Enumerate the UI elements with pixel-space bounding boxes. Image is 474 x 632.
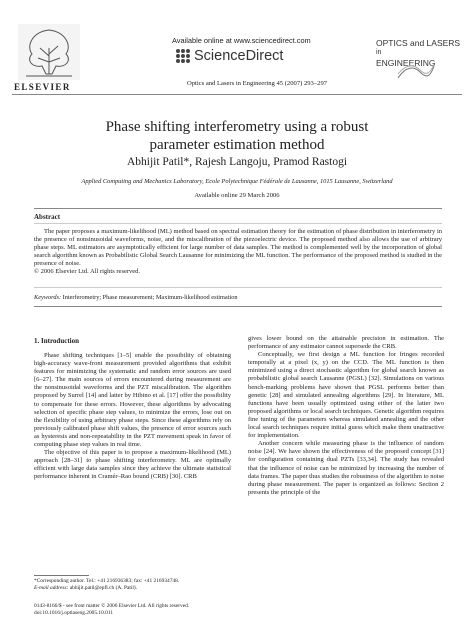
abstract-heading-divider: [34, 223, 442, 224]
email-label: E-mail address:: [34, 585, 69, 591]
sciencedirect-brand[interactable]: [176, 48, 283, 64]
right-paragraph-1: gives lower bound on the attainable precision in estimation. The performance of any estimator cannot supersede the CRB.: [248, 335, 444, 351]
issn-line: 0143-8166/$ - see front matter © 2006 Elsevier Ltd. All rights reserved.: [34, 603, 190, 609]
doi-line[interactable]: doi:10.1016/j.optlaseng.2005.10.011: [34, 610, 114, 616]
email-line: [34, 585, 231, 592]
elsevier-tree-logo: [18, 24, 80, 80]
front-matter-divider: [34, 306, 442, 307]
journal-logo-line2: in: [376, 49, 382, 56]
article-title: [40, 118, 434, 154]
title-line-1: Phase shifting interferometry using a robust: [105, 119, 369, 135]
footnote-divider: [34, 575, 89, 576]
author-affiliation: Applied Computing and Mechanics Laboratory, Ecole Polytechnique Fédérale de Lausanne, 1015 Lausanne, Switzerland: [81, 178, 393, 185]
email-address[interactable]: abhijit.patil@epfl.ch (A. Patil).: [69, 585, 137, 591]
left-paragraph-1: Phase shifting techniques [1–5] enable the possibility of obtaining high-accuracy wave-front measurement provided algorithms that exhibit features for minimizing the systematic and random error sources are used [6–27]. The main sources of errors encountered during measurement are the nonsinusoidal waveforms and the PZT miscalibration. The algorithm proposed by Surrel [14] and latter by Hibino et al. [17] offer the possibility to compensate for these errors. However, these algorithms by advocating selection of specific phase step values, to minimize the errors, lose out on the flexibility of using arbitrary phase steps. Since these algorithms rely on previously calibrated phase shift values, the presence of error sources such as hysteresis and non-repeatability in the PZT movement speak in favor of computing phase step values in real time.: [34, 352, 231, 449]
abstract-top-divider: [34, 208, 442, 209]
abstract-heading: Abstract: [34, 213, 61, 221]
journal-logo-art-icon: [396, 62, 436, 82]
journal-reference: Optics and Lasers in Engineering 45 (2007) 293–297: [186, 80, 328, 87]
keywords-line: [34, 294, 442, 301]
publisher-name: ELSEVIER: [14, 82, 71, 92]
footnote: [34, 578, 231, 592]
available-date: Available online 29 March 2006: [194, 192, 280, 199]
abstract-text: The paper proposes a maximum-likelihood (ML) method based on spectral estimation theory for the estimation of phase distribution in interferometry in the presence of nonsinusoidal waveforms, noise, and the miscalibration of the piezoelectric device. The proposed method also allows the use of arbitrary phase steps. ML estimators are asymptotically efficient for large number of data samples. The method is complemented well by the incorporation of global search algorithm known as Probabilistic Global Search Lausanne for minimizing the ML function. The performance of the proposed method is studied in the presence of noise.: [34, 228, 442, 268]
copyright-block: [34, 603, 234, 617]
abstract-copyright: © 2006 Elsevier Ltd. All rights reserved.: [34, 268, 141, 276]
journal-logo-line3: ENGINEERING: [376, 58, 436, 68]
right-column: [248, 335, 444, 497]
title-line-2: parameter estimation method: [149, 137, 325, 153]
sciencedirect-label: ScienceDirect: [194, 48, 284, 64]
sciencedirect-dots-icon: [176, 49, 190, 63]
header-divider: [12, 94, 462, 95]
keywords-label: Keywords:: [34, 294, 62, 301]
abstract-body: [34, 228, 442, 277]
abstract-bottom-divider: [34, 287, 442, 288]
available-online-text[interactable]: Available online at www.sciencedirect.com: [172, 36, 311, 45]
article-authors: Abhijit Patil*, Rajesh Langoju, Pramod Rastogi: [126, 156, 348, 168]
right-paragraph-3: Another concern while measuring phase is the influence of random noise [24]. We have shown the effectiveness of the proposed concept [31] for configuration containing dual PZTs [33,34]. The study has revealed that the influence of noise can be minimized by increasing the number of data frames. The paper thus studies the robustness of the algorithm to noise during phase measurement. The paper is organized as follows: Section 2 presents the principle of the: [248, 440, 444, 496]
left-paragraph-2: The objective of this paper is to propose a maximum-likelihood (ML) approach [28–31] to phase shifting interferometry. ML are optimally efficient with large data samples since they achieve the ultimate statistical performance inherent in Cramér–Rao bound (CRB) [30]. CRB: [34, 449, 231, 481]
keywords-list: Interferometry; Phase measurement; Maximum-likelihood estimation: [62, 294, 238, 301]
right-paragraph-2: Conceptually, we first design a ML function for fringes recorded temporally at a pixel (x, y) on the CCD. The ML function is then minimized using a direct stochastic algorithm for global search known as probabilistic global search Lausanne (PGSL) [32]. Simulations on various bench-marking problems have shown that PGSL performs better than genetic [28] and simulated annealing algorithms [29]. In literature, ML functions have been usually optimized using either of the latter two proposed algorithms or local search techniques. Genetic algorithm requires fine tuning of the parameters whereas simulated annealing and the other local search techniques require initial guess which make them unattractive for implementation.: [248, 351, 444, 440]
left-column: [34, 352, 231, 482]
journal-logo-line1: OPTICS and LASERS: [376, 38, 461, 48]
corresponding-author-note: *Corresponding author. Tel.: +41 216936383; fax: +41 216934748.: [34, 578, 180, 584]
section-heading-introduction: 1. Introduction: [34, 337, 79, 345]
